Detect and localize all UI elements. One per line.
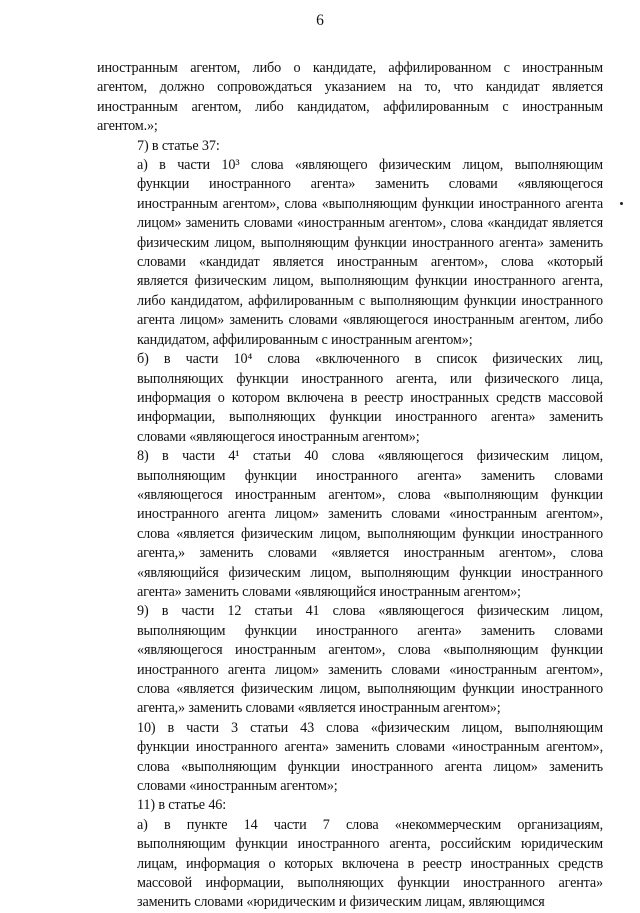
text-line: агента» заменить словами «являющийся иностранным агентом»; <box>137 583 521 600</box>
text-line: функции иностранного агента» заменить словами «иностранным агентом», <box>137 739 603 756</box>
text-line: 7) в статье 37: <box>137 137 220 154</box>
document-body <box>97 59 603 913</box>
text-line: 9) в части 12 статьи 41 слова «являющегося физическим лицом, <box>137 603 603 620</box>
text-line: выполняющим функции иностранного агента» заменить словами <box>137 622 603 639</box>
text-line: физическим лицом, выполняющим функции иностранного агента» заменить <box>137 234 603 251</box>
page-number: 6 <box>316 12 324 29</box>
paragraph-p6 <box>97 719 603 797</box>
text-line: слова «является физическим лицом, выполняющим функции иностранного <box>137 681 603 697</box>
text-line: «являющийся физическим лицом, выполняющим функции иностранного <box>137 564 603 581</box>
paragraph-p4 <box>97 447 603 602</box>
text-line: является физическим лицом, выполняющим функции иностранного агента, <box>137 273 603 290</box>
text-line: либо кандидатом, аффилированным с выполняющим функции иностранного <box>137 292 603 309</box>
text-line: «являющегося иностранным агентом», слова «выполняющим функции <box>137 486 603 503</box>
text-line: иностранным агентом, либо о кандидате, аффилированном с иностранным <box>97 60 603 76</box>
text-line: агентом, должно сопровождаться указанием на то, что кандидат является <box>97 79 603 96</box>
text-line: словами «кандидат является иностранным агентом», слова «который <box>137 254 603 271</box>
text-line: иностранного агента лицом» заменить словами «иностранным агентом», <box>137 506 603 523</box>
paragraph-p1 <box>97 137 603 156</box>
text-line: а) в пункте 14 части 7 слова «некоммерческим организациям, <box>137 816 603 833</box>
text-line: информация о котором включена в реестр иностранных средств массовой <box>137 389 603 406</box>
paragraph-p7 <box>97 796 603 815</box>
text-line: 11) в статье 46: <box>137 797 227 814</box>
text-line: агента,» заменить словами «является иностранным агентом», слова <box>137 545 603 562</box>
text-line: «являющегося иностранным агентом», слова «выполняющим функции <box>137 642 603 659</box>
text-line: слова «выполняющим функции иностранного агента лицом» заменить <box>137 758 603 775</box>
text-line: б) в части 10⁴ слова «включенного в список физических лиц, <box>137 351 603 368</box>
paragraph-p0 <box>97 59 603 137</box>
text-line: лицом» заменить словами «иностранным агентом», слова «кандидат является <box>137 215 603 232</box>
text-line: агентом.»; <box>97 118 158 135</box>
text-line: словами «являющегося иностранным агентом»; <box>137 428 420 445</box>
paragraph-p3 <box>97 350 603 447</box>
paragraph-p5 <box>97 602 603 718</box>
text-line: выполняющим функции иностранного агента, российским юридическим <box>137 836 603 853</box>
text-line: иностранным агентом, либо кандидатом, аффилированным с иностранным <box>97 98 603 115</box>
paragraph-p8 <box>97 816 603 913</box>
margin-mark <box>620 202 623 205</box>
text-line: иностранного агента лицом» заменить словами «иностранным агентом», <box>137 661 603 678</box>
text-line: 10) в части 3 статьи 43 слова «физическим лицом, выполняющим <box>137 719 603 736</box>
text-line: лицам, информация о которых включена в реестр иностранных средств <box>137 855 603 872</box>
text-line: выполняющих функции иностранного агента, или физического лица, <box>137 370 603 387</box>
text-line: а) в части 10³ слова «являющего физическим лицом, выполняющим <box>137 157 603 174</box>
text-line: слова «является физическим лицом, выполняющим функции иностранного <box>137 525 603 542</box>
text-line: информации, выполняющих функции иностранного агента» заменить <box>137 409 603 426</box>
text-line: массовой информации, выполняющих функции иностранного агента» <box>137 875 603 892</box>
paragraph-p2 <box>97 156 603 350</box>
text-line: функции иностранного агента» заменить словами «являющегося <box>137 176 603 193</box>
text-line: словами «иностранным агентом»; <box>137 778 338 795</box>
text-line: агента лицом» заменить словами «являющегося иностранным агентом, либо <box>137 312 603 329</box>
text-line: 8) в части 4¹ статьи 40 слова «являющегося физическим лицом, <box>137 448 603 465</box>
text-line: иностранным агентом», слова «выполняющим функции иностранного агента <box>137 195 603 212</box>
text-line: выполняющим функции иностранного агента» заменить словами <box>137 467 603 484</box>
text-line: кандидатом, аффилированным с иностранным агентом»; <box>137 331 473 348</box>
text-line: заменить словами «юридическим и физическим лицам, являющимся <box>137 894 545 911</box>
text-line: агента,» заменить словами «является иностранным агентом»; <box>137 700 501 717</box>
